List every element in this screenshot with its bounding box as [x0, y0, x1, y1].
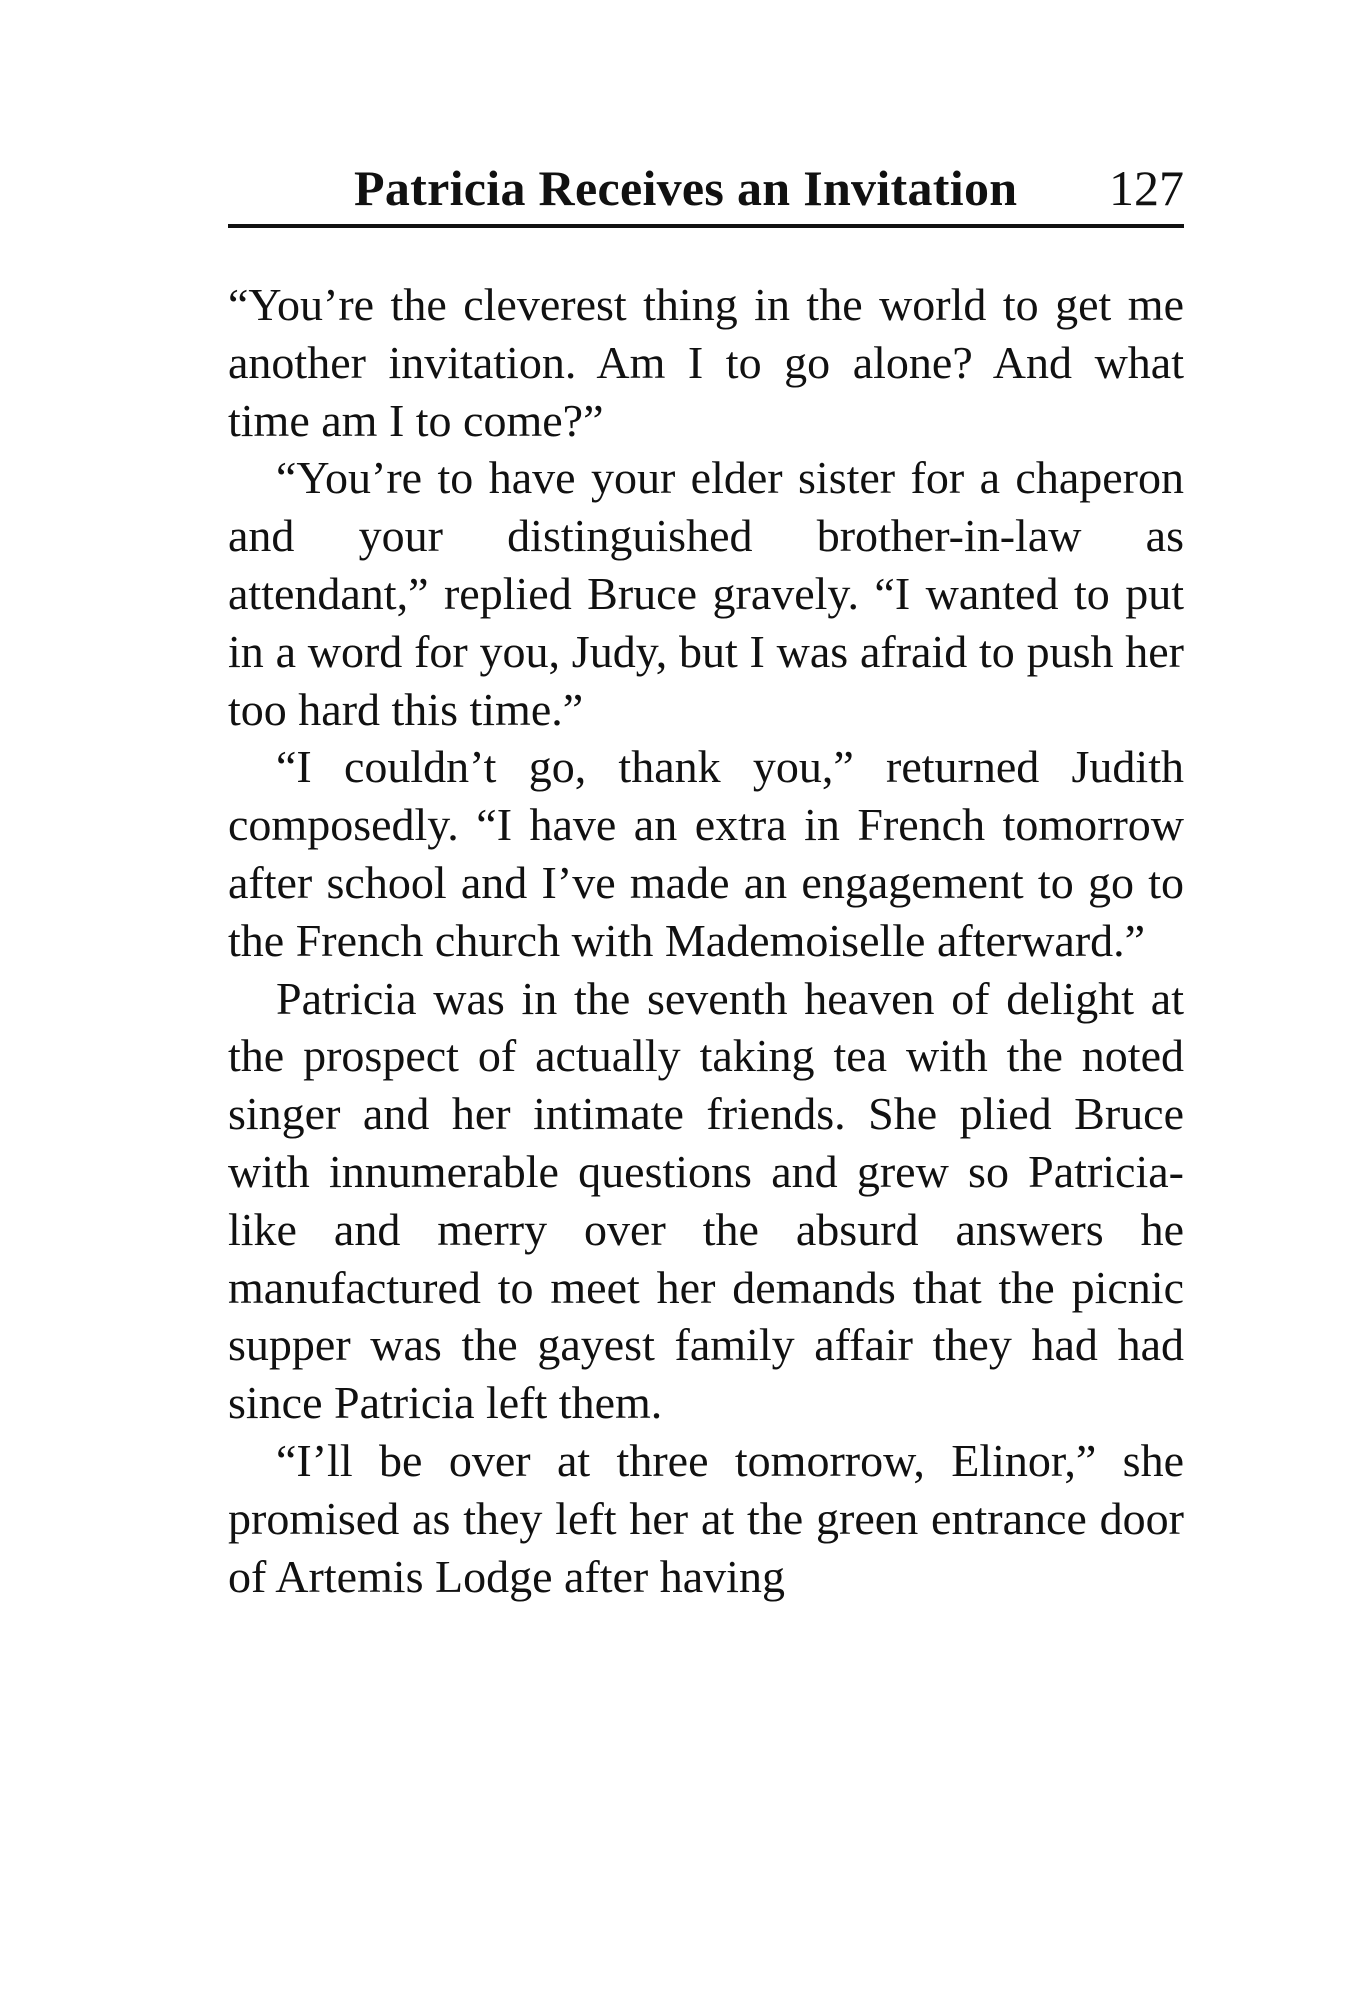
body-text	[228, 276, 1184, 1605]
paragraph: “I’ll be over at three tomorrow, Elinor,” she promised as they left her at the green entrance door of Artemis Lodge after having	[228, 1434, 1184, 1602]
paragraph: “You’re to have your elder sister for a chaperon and your distinguished brother-in-law as attendant,” replied Bruce gravely. “I wanted to put in a word for you, Judy, but I was afraid to push her too hard this time.”	[228, 452, 1184, 735]
running-head	[228, 150, 1184, 218]
page-number: 127	[1109, 160, 1184, 216]
paragraph: “You’re the cleverest thing in the world to get me another invitation. Am I to go alone? And what time am I to come?”	[228, 279, 1184, 446]
paragraph: Patricia was in the seventh heaven of delight at the prospect of actually taking tea with the noted singer and her intimate friends. She plied Bruce with innumerable questions and grew so Patricia-like and merry over the absurd answers he manufactured to meet her demands that the picnic supper was the gayest family affair they had had since Patricia left them.	[228, 972, 1184, 1429]
running-title: Patricia Receives an Invitation	[354, 160, 1018, 216]
paragraph: “I couldn’t go, thank you,” returned Judith composedly. “I have an extra in French tomorrow after school and I’ve made an engagement to go to the French church with Mademoiselle afterward.”	[228, 741, 1184, 966]
header-rule	[228, 224, 1184, 228]
